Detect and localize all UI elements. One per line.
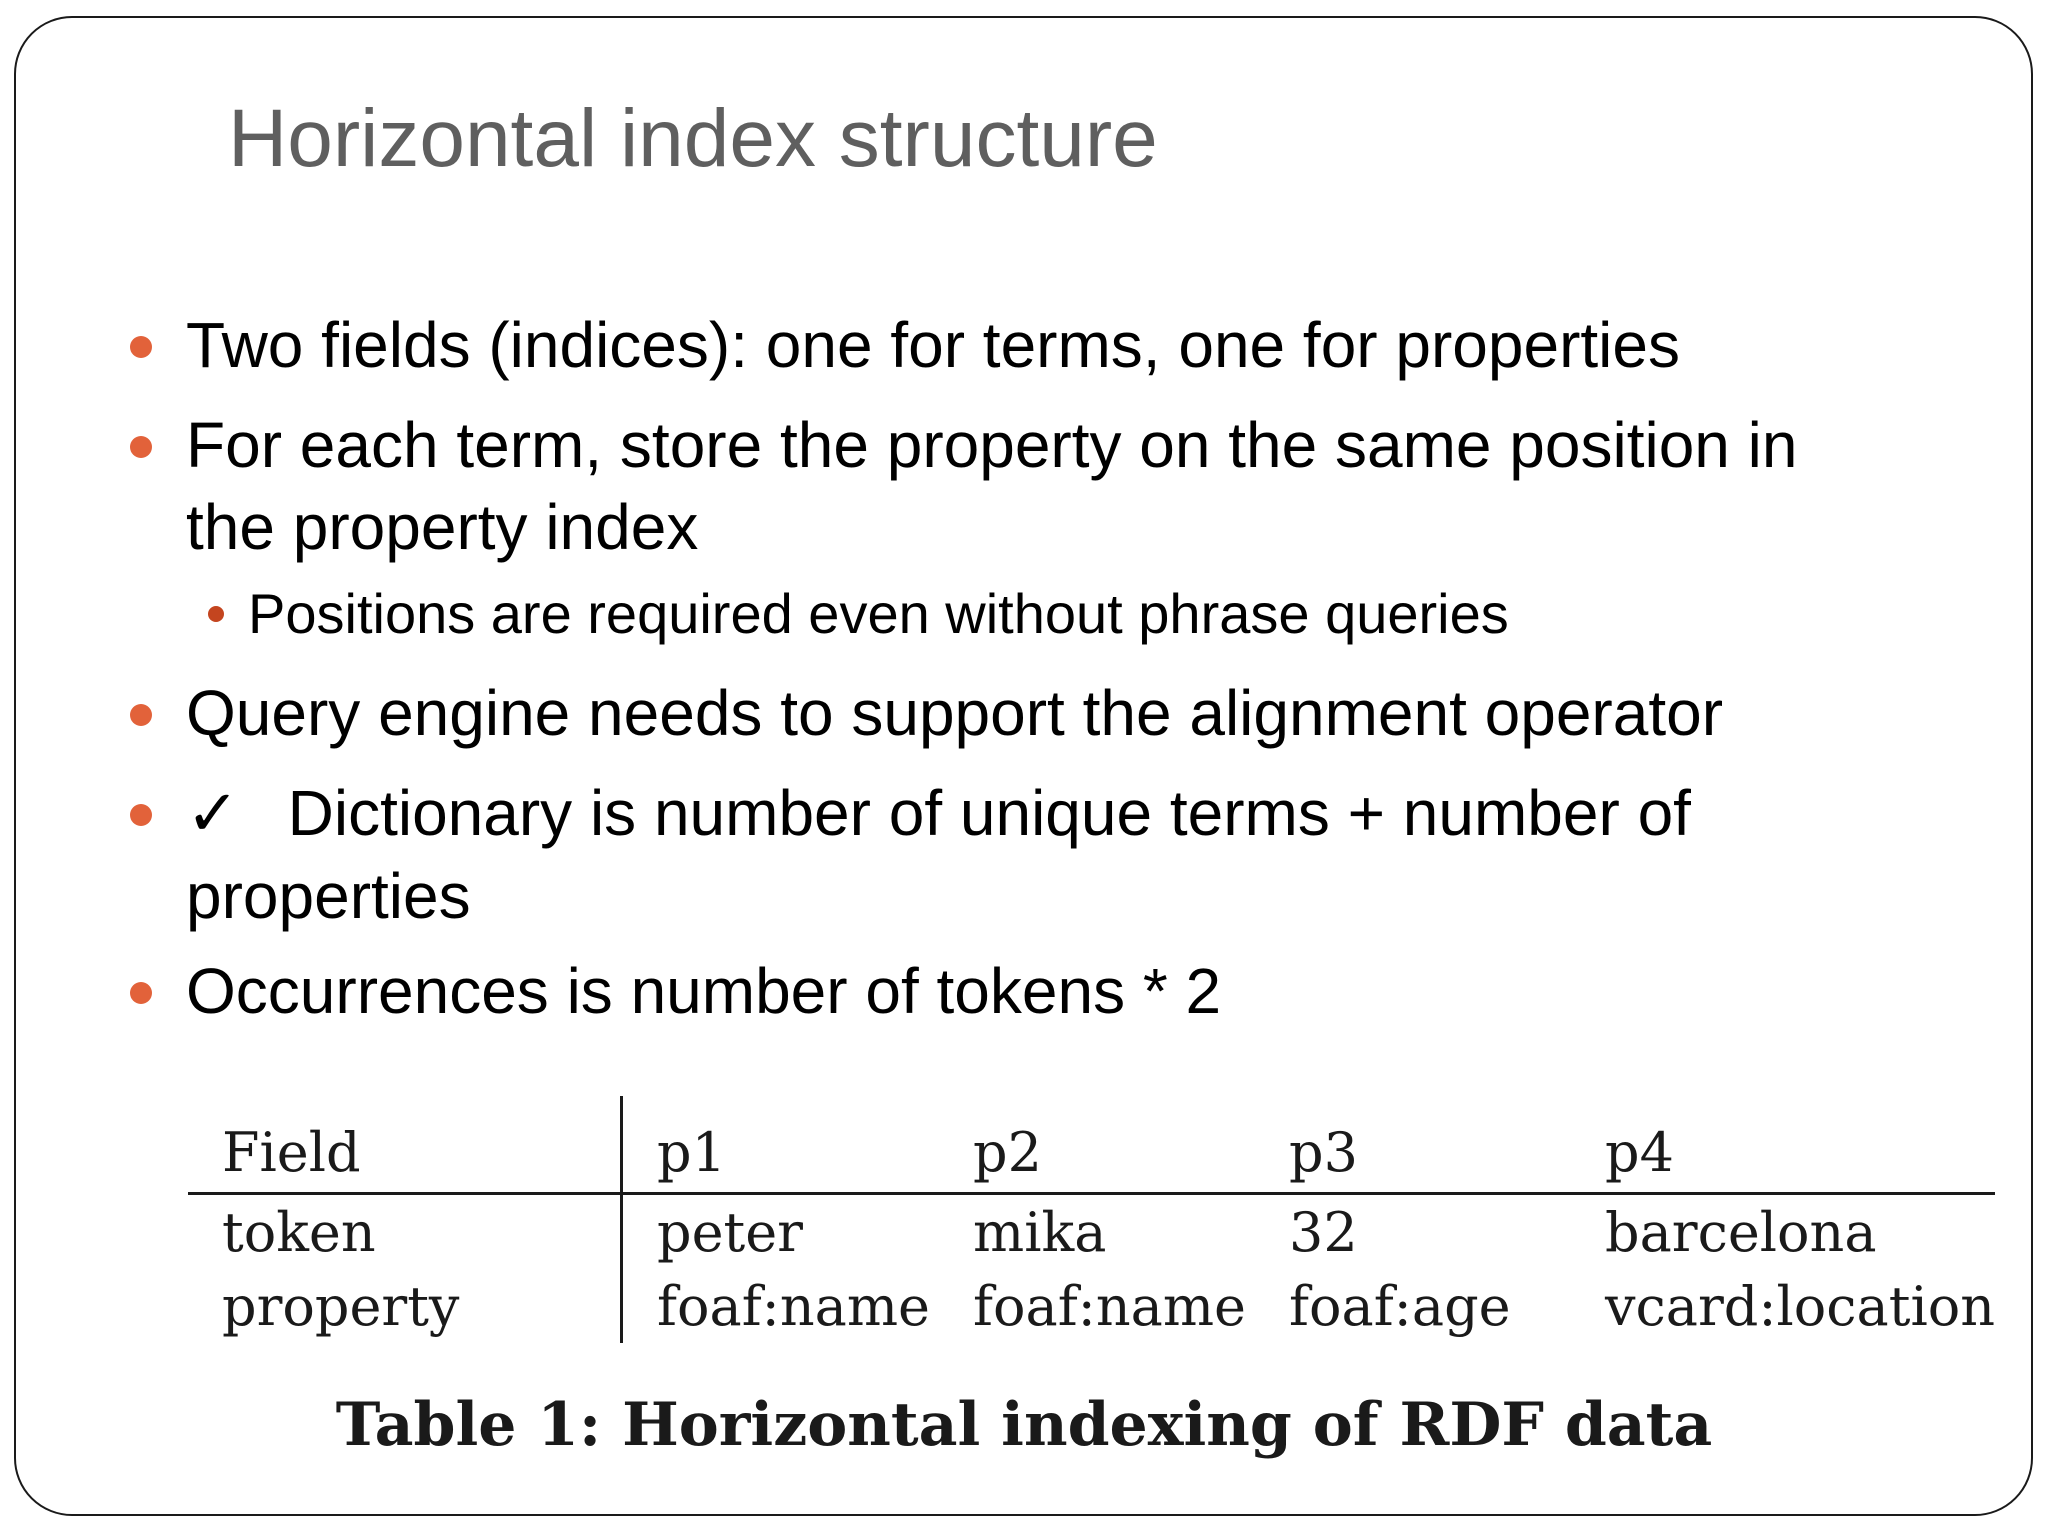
table-row [188, 1194, 1995, 1270]
table-cell: token [188, 1194, 622, 1270]
table-caption: Table 1: Horizontal indexing of RDF data [335, 1390, 1713, 1460]
bullet-text: Occurrences is number of tokens * 2 [186, 955, 1222, 1027]
bullet-dot-icon [130, 436, 152, 458]
table-header-cell: p2 [973, 1121, 1042, 1184]
table-header-row [188, 1096, 1995, 1194]
table-cell: 32 [1289, 1200, 1358, 1264]
bullet-text-continued: properties [186, 860, 471, 932]
table-cell: foaf:age [1289, 1274, 1511, 1338]
table-cell: foaf:name [657, 1274, 931, 1338]
bullet-text: Two fields (indices): one for terms, one for properties [186, 309, 1680, 381]
sub-bullet-text: Positions are required even without phrase queries [248, 582, 1509, 645]
table-header-cell: Field [188, 1096, 622, 1194]
bullet-dot-icon [130, 804, 152, 826]
bullet-text: Dictionary is number of unique terms + number of [287, 777, 1691, 849]
bullet-item [186, 304, 1680, 386]
bullet-dot-icon [130, 704, 152, 726]
bullet-text-continued: the property index [186, 491, 699, 563]
bullet-item [186, 404, 1797, 568]
slide-title: Horizontal index structure [228, 93, 1158, 184]
bullet-item [186, 672, 1723, 754]
bullet-dot-icon [130, 336, 152, 358]
table-cell: mika [973, 1200, 1107, 1264]
checkmark-icon: ✓ [186, 777, 240, 851]
bullet-dot-icon [130, 982, 152, 1004]
bullet-item [186, 772, 1691, 937]
bullet-text: Query engine needs to support the alignment operator [186, 677, 1723, 749]
bullet-item [186, 950, 1221, 1032]
table-row [188, 1269, 1995, 1343]
sub-bullet-item [248, 578, 1509, 650]
table-cell: peter [657, 1200, 803, 1264]
table-cell: foaf:name [973, 1274, 1247, 1338]
table-header-cell: p4 [1605, 1121, 1674, 1184]
table-header-cell: p1 [657, 1121, 726, 1184]
bullet-text: For each term, store the property on the same position in [186, 409, 1798, 481]
table-header-cell: p3 [1289, 1121, 1358, 1184]
rdf-index-table [188, 1096, 1995, 1343]
table-cell: vcard:location [1605, 1274, 1995, 1338]
sub-bullet-dot-icon [208, 606, 224, 622]
table-cell: barcelona [1605, 1200, 1877, 1264]
table-cell: property [188, 1269, 622, 1343]
